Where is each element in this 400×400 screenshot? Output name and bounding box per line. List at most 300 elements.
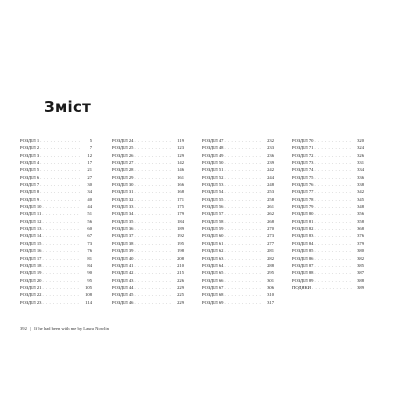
toc-entry-label: РОЗДІЛ 17 <box>20 255 42 261</box>
toc-entry-label: РОЗДІЛ 28 <box>112 167 134 173</box>
toc-entry-page: 233 <box>267 145 274 151</box>
toc-entry <box>202 144 274 151</box>
toc-entry-label: РОЗДІЛ 10 <box>20 204 42 210</box>
toc-entry-page: 225 <box>177 292 184 298</box>
toc-entry-page: 376 <box>357 233 364 239</box>
toc-entry <box>20 210 92 217</box>
toc-entry-label: РОЗДІЛ 83 <box>292 233 314 239</box>
toc-dot-leader <box>314 232 352 239</box>
toc-dot-leader <box>134 277 172 284</box>
toc-dot-leader <box>134 232 172 239</box>
toc-entry-page: 7 <box>89 145 92 151</box>
toc-entry <box>112 299 184 306</box>
toc-dot-leader <box>314 203 352 210</box>
toc-entry-page: 146 <box>177 167 184 173</box>
toc-entry-page: 258 <box>267 196 274 202</box>
toc-dot-leader <box>42 240 80 247</box>
toc-entry-label: РОЗДІЛ 60 <box>202 233 224 239</box>
toc-dot-leader <box>134 299 172 306</box>
toc-entry-label: РОЗДІЛ 38 <box>112 240 134 246</box>
toc-entry-page: 387 <box>357 270 364 276</box>
toc-entry-label: РОЗДІЛ 42 <box>112 270 134 276</box>
toc-entry-label: РОЗДІЛ 14 <box>20 233 42 239</box>
toc-entry-label: РОЗДІЛ 16 <box>20 248 42 254</box>
toc-dot-leader <box>134 240 172 247</box>
toc-entry <box>20 291 92 298</box>
toc-entry-page: 379 <box>357 240 364 246</box>
toc-entry-label: РОЗДІЛ 30 <box>112 182 134 188</box>
toc-entry-label: РОЗДІЛ 8 <box>20 189 40 195</box>
toc-entry <box>112 188 184 195</box>
toc-entry <box>112 284 184 291</box>
toc-entry-label: РОЗДІЛ 52 <box>202 174 224 180</box>
toc-entry <box>202 299 274 306</box>
toc-entry <box>112 218 184 225</box>
toc-dot-leader <box>42 225 80 232</box>
toc-entry <box>292 255 364 262</box>
toc-entry-label: РОЗДІЛ 80 <box>292 211 314 217</box>
toc-dot-leader <box>314 152 352 159</box>
toc-dot-leader <box>134 284 172 291</box>
toc-entry-page: 248 <box>267 182 274 188</box>
toc-entry-page: 342 <box>357 189 364 195</box>
toc-entry-page: 232 <box>267 138 274 143</box>
toc-entry <box>112 203 184 210</box>
toc-entry-label: РОЗДІЛ 4 <box>20 160 40 166</box>
toc-entry <box>112 291 184 298</box>
toc-entry-label: РОЗДІЛ 58 <box>202 218 224 224</box>
toc-entry <box>20 159 92 166</box>
toc-dot-leader <box>224 277 262 284</box>
toc-entry <box>202 277 274 284</box>
toc-dot-leader <box>40 144 80 151</box>
toc-entry <box>20 203 92 210</box>
toc-entry-page: 179 <box>177 211 184 217</box>
toc-entry-label: РОЗДІЛ 1 <box>20 138 40 143</box>
toc-dot-leader <box>314 269 352 276</box>
toc-entry-label: РОЗДІЛ 86 <box>292 255 314 261</box>
toc-entry-label: РОЗДІЛ 51 <box>202 167 224 173</box>
toc-entry-page: 385 <box>357 262 364 268</box>
toc-entry-page: 27 <box>87 174 92 180</box>
toc-dot-leader <box>314 210 352 217</box>
toc-entry-label: РОЗДІЛ 3 <box>20 152 40 158</box>
toc-entry-label: РОЗДІЛ 85 <box>292 248 314 254</box>
toc-entry <box>292 277 364 284</box>
toc-column <box>20 137 92 306</box>
toc-dot-leader <box>314 188 352 195</box>
toc-entry <box>112 240 184 247</box>
toc-entry-page: 358 <box>357 218 364 224</box>
toc-entry-label: РОЗДІЛ 48 <box>202 145 224 151</box>
toc-dot-leader <box>314 262 352 269</box>
toc-entry-page: 5 <box>89 138 92 143</box>
toc-dot-leader <box>134 203 172 210</box>
toc-dot-leader <box>224 174 262 181</box>
toc-entry-page: 95 <box>87 277 92 283</box>
toc-dot-leader <box>42 299 80 306</box>
toc-dot-leader <box>224 225 262 232</box>
toc-dot-leader <box>134 174 172 181</box>
toc-entry-page: 90 <box>87 270 92 276</box>
toc-entry <box>202 174 274 181</box>
running-footer <box>20 326 109 331</box>
toc-entry <box>20 247 92 254</box>
toc-entry <box>292 225 364 232</box>
toc-dot-leader <box>134 144 172 151</box>
toc-entry-label: РОЗДІЛ 46 <box>112 299 134 305</box>
toc-entry-page: 356 <box>357 211 364 217</box>
toc-entry-label: РОЗДІЛ 54 <box>202 189 224 195</box>
toc-entry <box>202 225 274 232</box>
toc-dot-leader <box>314 277 352 284</box>
toc-dot-leader <box>314 218 352 225</box>
toc-entry <box>292 174 364 181</box>
toc-entry <box>202 291 274 298</box>
toc-entry <box>20 196 92 203</box>
toc-entry <box>20 299 92 306</box>
toc-entry <box>20 269 92 276</box>
toc-entry <box>20 255 92 262</box>
toc-dot-leader <box>40 166 80 173</box>
toc-entry-label: РОЗДІЛ 61 <box>202 240 224 246</box>
toc-entry-label: РОЗДІЛ 18 <box>20 262 42 268</box>
toc-dot-leader <box>224 299 262 306</box>
toc-dot-leader <box>40 137 80 144</box>
toc-dot-leader <box>314 196 352 203</box>
toc-entry-label: РОЗДІЛ 7 <box>20 182 40 188</box>
toc-entry-page: 326 <box>357 152 364 158</box>
toc-dot-leader <box>42 210 80 217</box>
toc-entry <box>292 159 364 166</box>
toc-dot-leader <box>134 255 172 262</box>
toc-entry-label: РОЗДІЛ 59 <box>202 226 224 232</box>
toc-entry-label: РОЗДІЛ 62 <box>202 248 224 254</box>
toc-dot-leader <box>314 137 352 144</box>
toc-dot-leader <box>224 166 262 173</box>
table-of-contents <box>20 137 380 321</box>
toc-dot-leader <box>224 181 262 188</box>
toc-dot-leader <box>134 159 172 166</box>
toc-entry <box>292 218 364 225</box>
toc-dot-leader <box>40 181 80 188</box>
toc-entry-label: РОЗДІЛ 75 <box>292 174 314 180</box>
toc-column <box>292 137 364 291</box>
toc-entry-page: 345 <box>357 196 364 202</box>
toc-dot-leader <box>314 166 352 173</box>
toc-dot-leader <box>314 181 352 188</box>
toc-entry <box>112 262 184 269</box>
toc-entry <box>202 284 274 291</box>
toc-entry-page: 21 <box>87 167 92 173</box>
footer-running-title: If he had been with me <box>34 326 77 331</box>
toc-entry-label: ПОДЯКИ <box>292 284 311 290</box>
toc-entry-page: 301 <box>267 277 274 283</box>
toc-entry <box>112 225 184 232</box>
toc-entry-page: 368 <box>357 226 364 232</box>
toc-entry <box>202 166 274 173</box>
toc-entry <box>112 247 184 254</box>
toc-entry-page: 175 <box>177 204 184 210</box>
toc-entry-label: РОЗДІЛ 74 <box>292 167 314 173</box>
toc-entry <box>292 196 364 203</box>
toc-dot-leader <box>134 247 172 254</box>
toc-entry-label: РОЗДІЛ 68 <box>202 292 224 298</box>
toc-entry <box>112 181 184 188</box>
toc-entry <box>20 152 92 159</box>
toc-entry-label: РОЗДІЛ 66 <box>202 277 224 283</box>
toc-dot-leader <box>40 188 80 195</box>
toc-entry-page: 310 <box>267 292 274 298</box>
toc-entry <box>20 166 92 173</box>
toc-entry-label: РОЗДІЛ 34 <box>112 211 134 217</box>
toc-entry-label: РОЗДІЛ 11 <box>20 211 42 217</box>
toc-entry-page: 261 <box>267 204 274 210</box>
toc-entry-page: 81 <box>87 255 92 261</box>
toc-entry-label: РОЗДІЛ 31 <box>112 189 134 195</box>
toc-dot-leader <box>40 152 80 159</box>
toc-dot-leader <box>40 159 80 166</box>
toc-entry-page: 388 <box>357 277 364 283</box>
toc-dot-leader <box>224 240 262 247</box>
toc-entry-page: 210 <box>177 262 184 268</box>
toc-entry <box>20 188 92 195</box>
toc-entry-label: РОЗДІЛ 79 <box>292 204 314 210</box>
toc-entry-page: 142 <box>177 160 184 166</box>
toc-entry-page: 129 <box>177 152 184 158</box>
toc-entry-label: РОЗДІЛ 39 <box>112 248 134 254</box>
toc-entry-page: 119 <box>177 138 184 143</box>
toc-entry-page: 338 <box>357 182 364 188</box>
toc-entry <box>202 203 274 210</box>
toc-entry <box>112 159 184 166</box>
toc-dot-leader <box>134 225 172 232</box>
toc-dot-leader <box>134 210 172 217</box>
page-title: Зміст <box>44 98 92 116</box>
toc-entry-label: РОЗДІЛ 64 <box>202 262 224 268</box>
toc-dot-leader <box>224 218 262 225</box>
toc-dot-leader <box>314 255 352 262</box>
toc-entry-page: 348 <box>357 204 364 210</box>
toc-entry-page: 51 <box>87 211 92 217</box>
toc-entry <box>20 218 92 225</box>
toc-entry <box>112 144 184 151</box>
toc-entry-page: 320 <box>357 138 364 143</box>
toc-dot-leader <box>42 262 80 269</box>
toc-entry-label: РОЗДІЛ 70 <box>292 138 314 143</box>
toc-entry-label: РОЗДІЛ 65 <box>202 270 224 276</box>
toc-entry <box>20 284 92 291</box>
toc-entry-page: 324 <box>357 145 364 151</box>
toc-entry <box>292 269 364 276</box>
toc-entry-page: 198 <box>177 248 184 254</box>
toc-dot-leader <box>134 152 172 159</box>
toc-entry-page: 253 <box>267 189 274 195</box>
toc-entry-page: 76 <box>87 248 92 254</box>
toc-entry <box>292 210 364 217</box>
toc-column <box>112 137 184 306</box>
toc-entry <box>112 232 184 239</box>
toc-dot-leader <box>42 291 80 298</box>
toc-dot-leader <box>314 159 352 166</box>
footer-author: Laura Nowlin <box>83 326 109 331</box>
toc-entry-page: 270 <box>267 226 274 232</box>
toc-dot-leader <box>42 203 80 210</box>
toc-entry-label: РОЗДІЛ 29 <box>112 174 134 180</box>
toc-entry-page: 60 <box>87 226 92 232</box>
toc-entry-page: 30 <box>87 182 92 188</box>
toc-dot-leader <box>224 144 262 151</box>
toc-entry <box>20 232 92 239</box>
toc-dot-leader <box>134 181 172 188</box>
toc-entry <box>112 196 184 203</box>
toc-entry-label: РОЗДІЛ 56 <box>202 204 224 210</box>
toc-dot-leader <box>42 277 80 284</box>
toc-dot-leader <box>314 144 352 151</box>
toc-dot-leader <box>134 291 172 298</box>
toc-entry <box>292 152 364 159</box>
toc-entry <box>20 181 92 188</box>
toc-entry <box>292 262 364 269</box>
toc-entry <box>20 137 92 144</box>
toc-entry-label: РОЗДІЛ 20 <box>20 277 42 283</box>
toc-entry <box>202 247 274 254</box>
toc-entry <box>20 262 92 269</box>
toc-entry <box>292 247 364 254</box>
toc-entry <box>292 137 364 144</box>
toc-entry-page: 105 <box>85 284 92 290</box>
toc-entry-page: 226 <box>177 277 184 283</box>
toc-entry <box>20 174 92 181</box>
toc-entry-label: РОЗДІЛ 69 <box>202 299 224 305</box>
footer-page-number: 392 <box>20 326 27 331</box>
toc-entry <box>112 152 184 159</box>
toc-entry-page: 389 <box>357 284 364 290</box>
toc-entry <box>202 196 274 203</box>
toc-entry-label: РОЗДІЛ 88 <box>292 270 314 276</box>
toc-dot-leader <box>224 232 262 239</box>
toc-entry-page: 108 <box>85 292 92 298</box>
toc-entry-label: РОЗДІЛ 25 <box>112 145 134 151</box>
toc-entry-label: РОЗДІЛ 72 <box>292 152 314 158</box>
toc-entry-page: 262 <box>267 211 274 217</box>
toc-entry-label: РОЗДІЛ 55 <box>202 196 224 202</box>
toc-entry-page: 34 <box>87 189 92 195</box>
toc-entry-page: 168 <box>177 189 184 195</box>
toc-entry-label: РОЗДІЛ 71 <box>292 145 314 151</box>
toc-entry-label: РОЗДІЛ 35 <box>112 218 134 224</box>
toc-dot-leader <box>42 232 80 239</box>
toc-entry-page: 12 <box>87 152 92 158</box>
toc-entry-page: 229 <box>177 284 184 290</box>
toc-dot-leader <box>312 284 352 291</box>
toc-entry-label: РОЗДІЛ 49 <box>202 152 224 158</box>
toc-entry-label: РОЗДІЛ 33 <box>112 204 134 210</box>
toc-entry <box>292 232 364 239</box>
toc-entry-label: РОЗДІЛ 76 <box>292 182 314 188</box>
toc-entry-label: РОЗДІЛ 26 <box>112 152 134 158</box>
toc-entry-page: 295 <box>267 270 274 276</box>
toc-entry-page: 273 <box>267 233 274 239</box>
toc-entry-page: 306 <box>267 284 274 290</box>
toc-entry-label: РОЗДІЛ 21 <box>20 284 42 290</box>
toc-entry-page: 242 <box>267 167 274 173</box>
toc-entry-label: РОЗДІЛ 84 <box>292 240 314 246</box>
toc-dot-leader <box>224 247 262 254</box>
toc-entry <box>292 144 364 151</box>
toc-entry-label: РОЗДІЛ 89 <box>292 277 314 283</box>
toc-entry-page: 229 <box>177 299 184 305</box>
toc-entry <box>202 240 274 247</box>
toc-dot-leader <box>42 247 80 254</box>
toc-dot-leader <box>314 174 352 181</box>
toc-dot-leader <box>134 166 172 173</box>
toc-dot-leader <box>314 247 352 254</box>
toc-entry-label: РОЗДІЛ 82 <box>292 226 314 232</box>
toc-dot-leader <box>224 255 262 262</box>
toc-entry-page: 184 <box>177 218 184 224</box>
toc-entry <box>292 188 364 195</box>
toc-entry-page: 84 <box>87 262 92 268</box>
toc-entry-label: РОЗДІЛ 78 <box>292 196 314 202</box>
toc-entry-page: 215 <box>177 270 184 276</box>
toc-dot-leader <box>314 240 352 247</box>
toc-entry <box>20 144 92 151</box>
toc-dot-leader <box>40 196 80 203</box>
toc-entry-label: РОЗДІЛ 37 <box>112 233 134 239</box>
toc-column <box>202 137 274 306</box>
toc-entry <box>202 159 274 166</box>
toc-entry-page: 268 <box>267 218 274 224</box>
toc-entry <box>112 255 184 262</box>
toc-entry-label: РОЗДІЛ 23 <box>20 299 42 305</box>
toc-entry-page: 239 <box>267 160 274 166</box>
toc-dot-leader <box>224 159 262 166</box>
toc-dot-leader <box>42 269 80 276</box>
toc-entry <box>202 210 274 217</box>
toc-entry-page: 171 <box>177 196 184 202</box>
toc-entry-label: РОЗДІЛ 67 <box>202 284 224 290</box>
toc-entry <box>20 225 92 232</box>
toc-dot-leader <box>134 188 172 195</box>
toc-entry <box>202 255 274 262</box>
toc-entry-page: 189 <box>177 226 184 232</box>
toc-entry-label: РОЗДІЛ 77 <box>292 189 314 195</box>
toc-dot-leader <box>224 262 262 269</box>
toc-entry-page: 281 <box>267 248 274 254</box>
toc-entry <box>112 137 184 144</box>
toc-entry-page: 336 <box>357 174 364 180</box>
toc-entry-label: РОЗДІЛ 27 <box>112 160 134 166</box>
toc-entry-page: 17 <box>87 160 92 166</box>
toc-entry-label: РОЗДІЛ 32 <box>112 196 134 202</box>
toc-dot-leader <box>224 269 262 276</box>
toc-entry-page: 382 <box>357 255 364 261</box>
toc-entry-page: 161 <box>177 174 184 180</box>
toc-entry <box>292 240 364 247</box>
toc-entry <box>112 210 184 217</box>
toc-entry-label: РОЗДІЛ 40 <box>112 255 134 261</box>
toc-dot-leader <box>224 188 262 195</box>
toc-entry <box>202 152 274 159</box>
toc-entry-label: РОЗДІЛ 15 <box>20 240 42 246</box>
toc-dot-leader <box>134 269 172 276</box>
toc-entry-label: РОЗДІЛ 19 <box>20 270 42 276</box>
toc-entry-page: 44 <box>87 204 92 210</box>
toc-entry <box>112 174 184 181</box>
toc-entry-page: 166 <box>177 182 184 188</box>
toc-entry <box>112 277 184 284</box>
